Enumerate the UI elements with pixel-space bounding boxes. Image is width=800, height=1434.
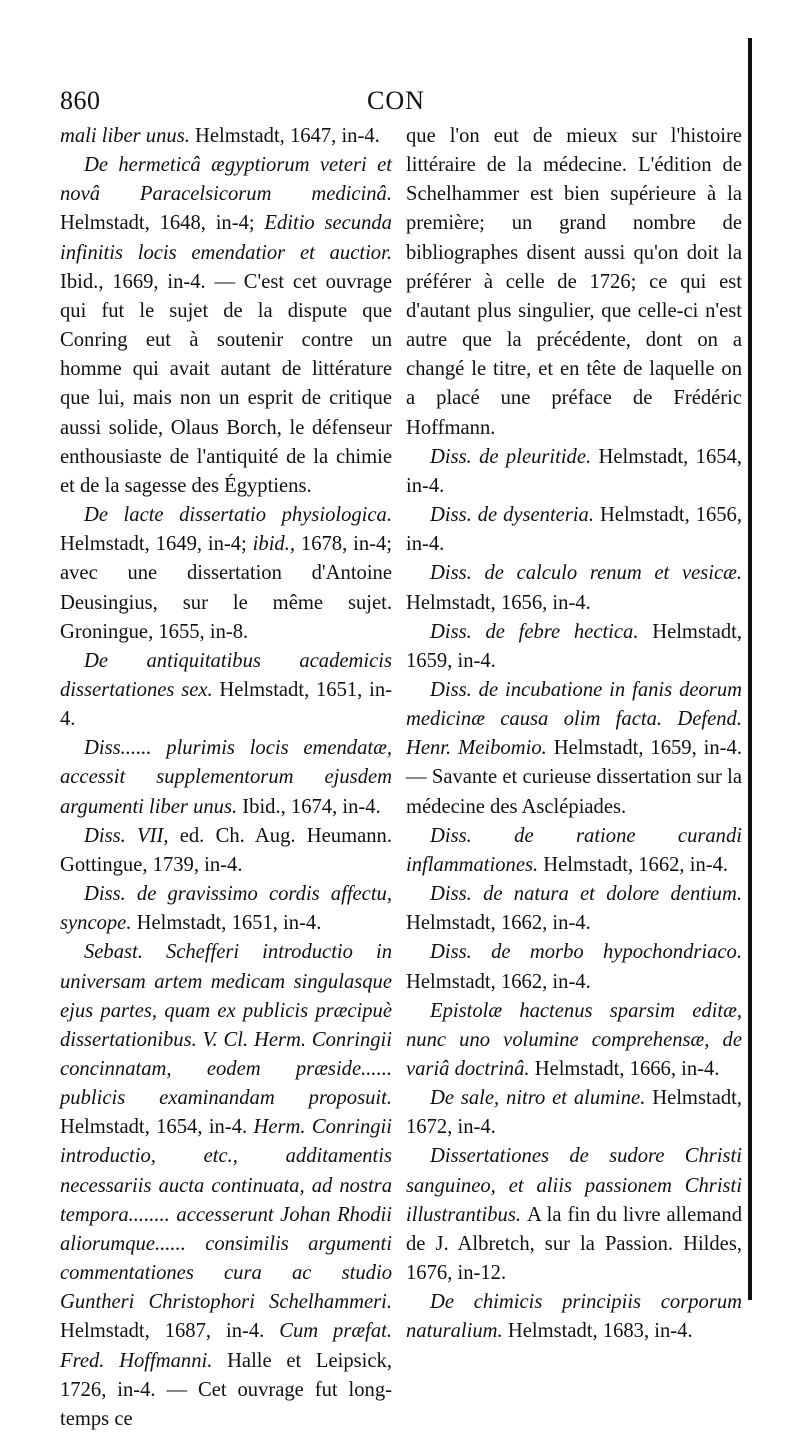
entry-title-text: Herm. Conringii introductio, etc., additamentis necessariis aucta continuata, ad nostra tempora........ accesserunt Johan Rhodii aliorumque...... consimilis argumenti commentationes cura ac studio Guntheri Christophori Schelhammeri. — [60, 1116, 392, 1314]
entry-text: Helmstadt, 1662, in-4. — [406, 912, 591, 935]
entry-title-text: Editio secunda infinitis locis emendatior et auctior. — [60, 212, 392, 264]
bibliography-entry — [60, 938, 392, 1434]
entry-text: Helmstadt, 1656, in-4. — [406, 504, 742, 556]
entry-text: A la fin du livre allemand de J. Albretch, sur la Passion. Hildes, 1676, in-12. — [406, 1203, 743, 1285]
bibliography-entry — [406, 501, 742, 559]
entry-title-text: De lacte dissertatio physiologica. — [84, 504, 392, 527]
entry-title-text: Diss. de morbo hypochondriaco. — [430, 941, 742, 964]
bibliography-entry — [60, 734, 392, 821]
entry-text: Helmstadt, 1659, in-4. — [406, 620, 742, 672]
entry-title-text: Dissertationes de sudore Christi sanguineo, et aliis passionem Christi illustrantibus. — [406, 1145, 742, 1226]
entry-text: Helmstadt, 1649, in-4; — [60, 533, 253, 556]
bibliography-entry — [60, 122, 392, 151]
entry-text: Helmstadt, 1654, in-4. — [60, 1116, 254, 1139]
entry-text: Helmstadt, 1647, in-4. — [195, 125, 380, 147]
bibliography-entry — [406, 1288, 742, 1346]
bibliography-entry — [406, 938, 742, 996]
entry-title-text: Diss. de febre hectica. — [430, 620, 653, 643]
bibliography-entry — [60, 647, 392, 734]
entry-text: Halle et Leipsick, 1726, in-4. — Cet ouvrage fut long-temps ce — [60, 1349, 392, 1430]
entry-text: Helmstadt, 1648, in-4; — [60, 212, 265, 235]
entry-title-text: Epistolæ hactenus sparsim editæ, nunc uno volumine comprehensæ, de variâ doctrinâ. — [406, 999, 742, 1080]
bibliography-entry — [60, 501, 392, 647]
bibliography-entry — [406, 997, 742, 1084]
entry-text: ed. Ch. Aug. Heumann. Gottingue, 1739, in-4. — [60, 824, 392, 876]
left-column — [60, 122, 392, 1434]
entry-title-text: mali liber unus. — [60, 125, 196, 147]
entry-title-text: De hermeticâ ægyptiorum veteri et novâ Paracelsicorum medicinâ. — [60, 154, 392, 206]
bibliography-entry — [406, 1084, 742, 1142]
entry-text: Helmstadt, 1654, in-4. — [406, 445, 743, 497]
bibliography-entry — [406, 559, 742, 617]
entry-text: Helmstadt, 1651, in-4. — [60, 678, 392, 731]
entry-title-text: Diss. de incubatione in fanis deorum medicinæ causa olim facta. Defend. Henr. Meibomio. — [406, 678, 742, 760]
bibliography-entry — [406, 618, 742, 676]
bibliography-entry — [60, 822, 392, 880]
entry-text: Helmstadt, 1659, in-4. — Savante et curieuse dissertation sur la médecine des Asclépiades. — [406, 737, 742, 818]
entry-title-text: Diss. de natura et dolore dentium. — [430, 883, 742, 906]
bibliography-entry — [406, 880, 742, 938]
bibliography-entry — [406, 122, 742, 443]
entry-text: que l'on eut de mieux sur l'histoire littéraire de la médecine. L'édition de Schelhammer est bien supérieure à la première; un grand nombre de bibliographes disent aussi qu'on doit la préférer à celle de 1726; ce qui est d'autant plus singulier, que celle-ci n'est autre que la précédente, dont on a changé le titre, et en tête de laquelle on a placé une préface de Frédéric Hoffmann. — [406, 125, 742, 439]
entry-title-text: Cum præfat. Fred. Hoffmanni. — [60, 1320, 392, 1372]
entry-title-text: De sale, nitro et alumine. — [430, 1087, 653, 1110]
entry-title-text: Diss. de dysenteria. — [430, 504, 600, 527]
entry-text: Helmstadt, 1666, in-4. — [534, 1058, 720, 1080]
entry-title-text: De antiquitatibus academicis dissertationes sex. — [60, 649, 392, 701]
entry-text: Helmstadt, 1662, in-4. — [406, 970, 591, 993]
entry-title-text: Diss. de calculo renum et vesicæ. — [430, 562, 742, 585]
entry-text: Helmstadt, 1656, in-4. — [406, 591, 591, 614]
entry-text: Helmstadt, 1651, in-4. — [136, 912, 322, 935]
entry-text: Helmstadt, 1672, in-4. — [406, 1087, 742, 1139]
entry-title-text: Diss...... plurimis locis emendatæ, accessit supplementorum ejusdem argumenti liber unus. — [60, 737, 392, 818]
entry-text: Helmstadt, 1687, in-4. — [60, 1320, 280, 1343]
entry-text: 1678, in-4; avec une dissertation d'Antoine Deusingius, sur le même sujet. Groningue, 1655, in-8. — [60, 533, 392, 643]
entry-title-text: Diss. de pleuritide. — [430, 445, 599, 468]
bibliography-entry — [406, 676, 742, 822]
right-column — [406, 122, 742, 1347]
bibliography-entry — [406, 443, 742, 501]
entry-title-text: De chimicis principiis corporum naturalium. — [406, 1291, 742, 1343]
entry-title-text: ibid., — [252, 533, 301, 556]
running-head: CON — [367, 86, 425, 115]
entry-text: Ibid., 1674, in-4. — [242, 795, 381, 818]
bibliography-entry — [60, 151, 392, 501]
entry-text: Helmstadt, 1662, in-4. — [543, 853, 729, 876]
entry-text: Helmstadt, 1683, in-4. — [507, 1320, 693, 1343]
entry-title-text: Diss. de ratione curandi inflammationes. — [406, 824, 742, 876]
entry-title-text: Sebast. Schefferi introductio in universam artem medicam singulasque ejus partes, quam ex publicis præcipuè dissertationibus. V. Cl. Herm. Conringii concinnatam, eodem præside...... publicis examinandam proposuit. — [60, 941, 392, 1110]
entry-title-text: Diss. VII, — [84, 824, 180, 847]
page-edge-rule — [748, 38, 752, 1300]
page-number: 860 — [60, 86, 101, 115]
bibliography-entry — [60, 880, 392, 938]
bibliography-entry — [406, 1142, 742, 1288]
entry-title-text: Diss. de gravissimo cordis affectu, syncope. — [60, 883, 392, 935]
bibliography-entry — [406, 822, 742, 880]
entry-text: Ibid., 1669, in-4. — C'est cet ouvrage qui fut le sujet de la dispute que Conring eut à soutenir contre un homme qui avait autant de littérature que lui, mais non un esprit de critique aussi solide, Olaus Borch, le défenseur enthousiaste de l'antiquité de la chimie et de la sagesse des Égyptiens. — [60, 270, 392, 497]
